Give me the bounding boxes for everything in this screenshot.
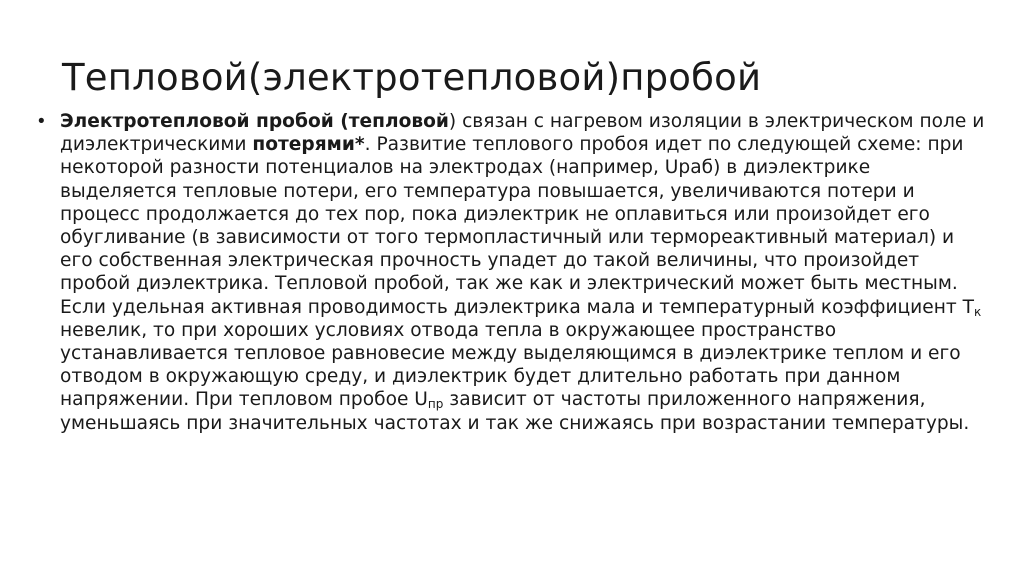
bullet-icon: • bbox=[38, 111, 45, 132]
subscript-pr: пр bbox=[427, 397, 444, 412]
subscript-k: к bbox=[973, 304, 982, 319]
bold-lead-term: Электротепловой пробой (тепловой bbox=[60, 111, 449, 132]
paragraph-text-1: ) связан с нагревом изоляции в электрическом поле и диэлектрическими bbox=[60, 111, 985, 156]
paragraph-text-3: невелик, то при хороших условиях отвода тепла в окружающее пространство устанавливается тепловое равновесие между выделяющимся в диэлектрике теплом и его отводом в окружающую среду, и диэлектрик будет длительно работать при данном напряжении. При тепловом пробое U bbox=[60, 319, 961, 411]
bold-losses-term: потерями* bbox=[252, 134, 365, 156]
paragraph-text-4: зависит от частоты приложенного напряжения, уменьшаясь при значительных частотах и так же снижаясь при возрастании температуры. bbox=[60, 389, 970, 434]
paragraph-text-2: . Развитие теплового пробоя идет по следующей схеме: при некоторой разности потенциалов на электродах (например, Uраб) в диэлектрике выделяется тепловые потери, его температура повышается, увеличиваются потери и процесс продолжается до тех пор, пока диэлектрик не оплавиться или произойдет его обугливание (в зависимости от того термопластичный или термореактивный материал) и его собственная электрическая прочность упадет до такой величины, что произойдет пробой диэлектрика. Тепловой пробой, так же как и электрический может быть местным. Если удельная активная проводимость диэлектрика мала и температурный коэффициент T bbox=[60, 134, 974, 318]
slide-title: Тепловой(электротепловой)пробой bbox=[62, 56, 762, 99]
bullet-paragraph bbox=[60, 110, 985, 435]
